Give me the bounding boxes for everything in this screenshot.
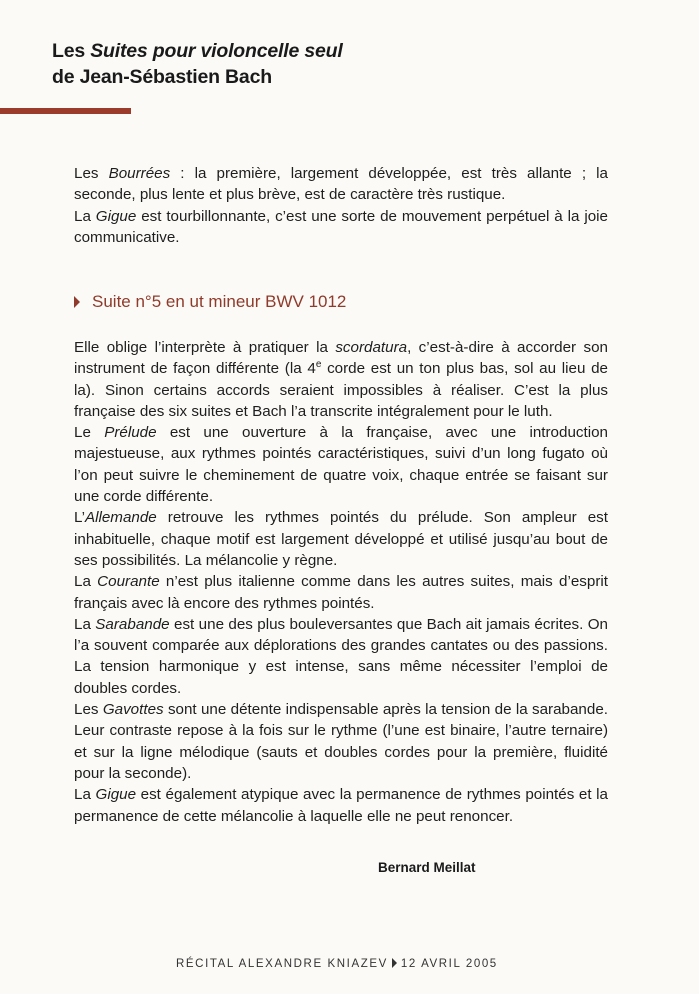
movement-name: Gavottes [102, 701, 164, 719]
text-run: Les [74, 165, 109, 182]
triangle-right-icon [74, 296, 80, 308]
author-signature: Bernard Meillat [378, 860, 476, 875]
paragraph [74, 507, 608, 571]
section-heading [74, 292, 346, 312]
paragraph [74, 614, 608, 699]
accent-rule [0, 108, 131, 114]
paragraph [74, 422, 608, 507]
text-run: retrouve les rythmes pointés du prélude. Son ampleur est inhabituelle, chaque motif est largement développé et utilisé jusqu’au bout de ses possibilités. La mélancolie y règne. [74, 509, 608, 569]
title-prefix: Les [52, 40, 91, 62]
footer-date: 12 AVRIL 2005 [400, 958, 498, 970]
movement-name: Gigue [95, 786, 137, 804]
triangle-right-icon [392, 958, 397, 968]
section-heading-text: Suite n°5 en ut mineur BWV 1012 [92, 292, 347, 311]
paragraph [74, 784, 608, 827]
text-run: La [74, 786, 96, 804]
text-run: est également atypique avec la permanence de rythmes pointés et la permanence de cette mélancolie à laquelle elle ne peut renoncer. [74, 786, 608, 825]
paragraph [74, 163, 608, 206]
text-run: Les [74, 701, 103, 719]
movement-name: Courante [97, 573, 160, 591]
title-line-1 [52, 38, 343, 64]
text-run: est une ouverture à la française, avec une introduction majestueuse, aux rythmes pointés caractéristiques, suivi d’un long fugato où l’on peut suivre le cheminement de quatre voix, chaque entrée se faisant sur une corde différente. [74, 424, 608, 506]
paragraph [74, 571, 608, 614]
text-run: sont une détente indispensable après la tension de la sarabande. Leur contraste repose à la fois sur le rythme (l’une est binaire, l’autre ternaire) et sur la ligne mélodique (sauts et doubles cordes pour la première, fluidité pour la seconde). [74, 701, 608, 782]
movement-name: Allemande [84, 509, 157, 527]
text-run: La [74, 615, 96, 633]
movement-name: Sarabande [95, 615, 170, 633]
movement-name: Gigue [95, 207, 137, 225]
text-run: est tourbillonnante, c’est une sorte de mouvement perpétuel à la joie communicative. [74, 207, 608, 246]
text-run: est une des plus bouleversantes que Bach ait jamais écrites. On l’a souvent comparée aux déplorations des grandes cantates ou des passions. La tension harmonique y est intense, sans même nécessiter l’emploi de doubles cordes. [74, 615, 608, 697]
superscript: e [315, 359, 322, 371]
movement-name: Prélude [104, 424, 157, 442]
paragraph [74, 699, 608, 784]
term: scordatura [335, 339, 408, 356]
text-run: : la première, largement développée, est très allante ; la seconde, plus lente et plus brève, est de caractère très rustique. [74, 165, 608, 204]
title-line-2: de Jean-Sébastien Bach [52, 66, 272, 88]
text-run: La [74, 207, 96, 225]
page-footer [176, 958, 498, 970]
movement-name: Bourrées [108, 165, 171, 182]
paragraph [74, 337, 608, 422]
page-title [52, 38, 343, 90]
text-run: Elle oblige l’interprète à pratiquer la [74, 339, 336, 356]
text-run: L’ [74, 509, 85, 527]
text-run: , c’est-à-dire à accorder son instrument de façon différente (la 4 [74, 339, 608, 378]
footer-event: RÉCITAL ALEXANDRE KNIAZEV [176, 958, 388, 970]
intro-text [74, 163, 608, 248]
text-run: n’est plus italienne comme dans les autres suites, mais d’esprit français avec là encore des rythmes pointés. [74, 573, 608, 612]
text-run: corde est un ton plus bas, sol au lieu de la). Sinon certains accords seraient impossibles à réaliser. C’est la plus française des six suites et Bach l’a transcrite intégralement pour le luth. [74, 360, 608, 420]
paragraph [74, 206, 608, 249]
title-italic: Suites pour violoncelle seul [90, 40, 343, 62]
text-run: La [74, 573, 98, 591]
text-run: Le [74, 424, 105, 442]
main-text [74, 337, 608, 827]
